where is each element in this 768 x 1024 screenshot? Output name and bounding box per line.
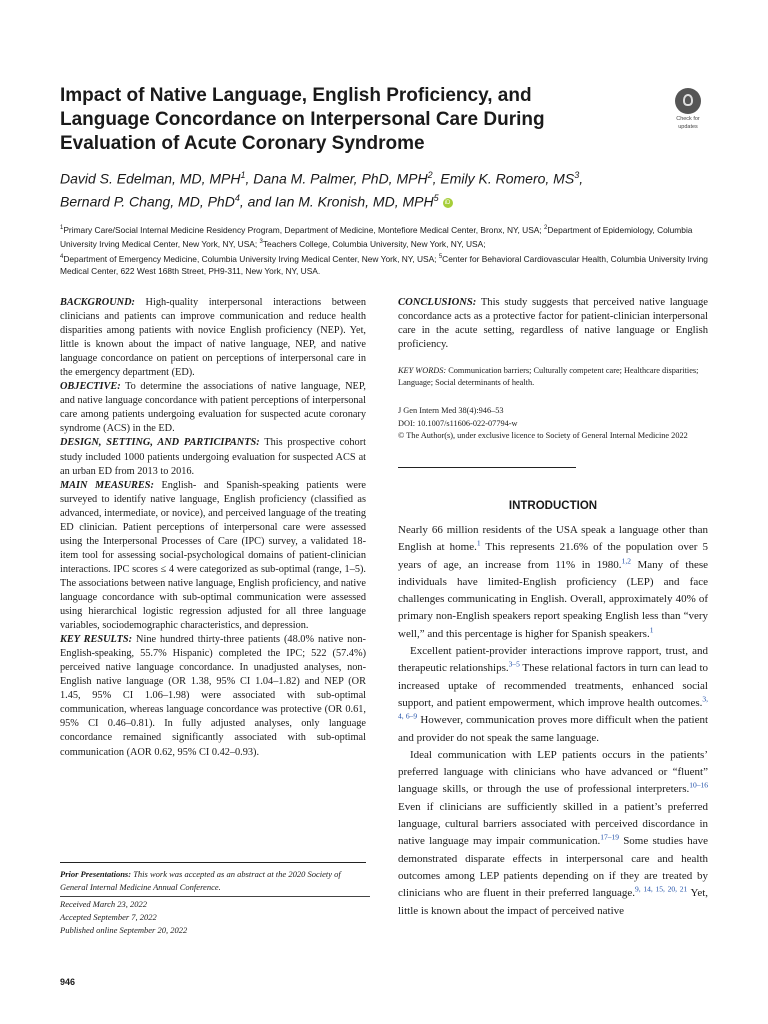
orcid-icon[interactable]: iD: [443, 198, 453, 208]
affiliations: [60, 222, 710, 278]
check-for-updates-badge[interactable]: [668, 88, 708, 128]
affil-text: Center for Behavioral Cardiovascular Health, Columbia University Irving Medical Center, 622 West 168th Street, PH9-311, New York, NY, USA.: [60, 253, 708, 277]
section-heading-introduction: INTRODUCTION: [508, 500, 598, 512]
citation-divider: [398, 467, 576, 468]
copyright: © The Author(s), under exclusive licence to Society of General Internal Medicine 2022: [398, 431, 688, 440]
section-label: DESIGN, SETTING, AND PARTICIPANTS:: [60, 437, 260, 449]
citation-ref[interactable]: 1: [649, 625, 654, 635]
page-number: 946: [60, 977, 76, 987]
section-text: English- and Spanish-speaking patients were surveyed to identify native language, English proficiency (classified as advanced, intermediate, or novice), and perceived language of the treating ED clinician. Patient perceptions of interpersonal care were assessed using the Interpersonal Processes of Care (IPC) survey, a validated 18-item tool for assessing social-psychological domains of patient-clinician interactions. IPC scores ≤ 4 were categorized as sub-optimal (range, 1–5). The associations between native language, English proficiency, and native language concordance with sub-optimal communication were assessed using hierarchical logistic regression adjusted for all three language variables, sociodemographic characteristics, and depression.: [60, 479, 366, 632]
affil-text: Department of Epidemiology, Columbia University Irving Medical Center, New York, NY, USA;: [60, 224, 693, 250]
affil-sup: 5: [438, 253, 443, 260]
section-text: To determine the associations of native language, NEP, and native language concordance with patient perceptions of interpersonal care among patients undergoing evaluation for suspected acute coronary syndrome (ACS) in the ED.: [60, 381, 366, 435]
article-notes: [60, 868, 370, 937]
citation-block: [398, 405, 708, 443]
keywords-label: KEY WORDS:: [398, 366, 447, 375]
abstract-measures: [60, 479, 366, 634]
intro-paragraph-2: [398, 643, 708, 747]
section-text: High-quality interpersonal interactions between clinicians and patients can improve communication and reduce health disparities among patients with novice English proficiency (NEP). Yet, little is known about the impact of native language, NEP, and native language concordance on patient on perceptions of interpersonal care in the emergency department (ED).: [60, 297, 366, 379]
affil-sup: 2: [544, 225, 548, 231]
note-label: Prior Presentations:: [60, 869, 132, 879]
section-label: MAIN MEASURES:: [60, 479, 154, 491]
introduction-body: [398, 522, 708, 920]
citation-ref[interactable]: 1: [476, 538, 481, 548]
text-run: This represents 21.6% of the population over 5 years of age, an increase from 11% in 1980.: [398, 541, 708, 571]
text-run: Many of these individuals have limited-English proficiency (LEP) and face challenges communicating in English. Overall, approximately 40% of primary non-English speakers report speaking English less than “very well,” and this percentage is higher for Spanish speakers.: [398, 558, 708, 640]
abstract-results: [60, 633, 366, 759]
affil-sup: 3: [259, 239, 263, 246]
text-run: Ideal communication with LEP patients occurs in the patients’ preferred language with clinicians who have advanced or “fluent” language skills, or through the use of professional interpreters.: [398, 748, 708, 796]
affil-text: Department of Emergency Medicine, Columbia University Irving Medical Center, New York, NY, USA;: [63, 253, 439, 264]
author-name: Dana M. Palmer, PhD, MPH: [253, 170, 428, 187]
author-affil-sup: 2: [427, 170, 433, 180]
section-label: KEY RESULTS:: [60, 634, 133, 646]
keywords-text: Communication barriers; Culturally competent care; Healthcare disparities; Language; Social determinants of health.: [398, 366, 699, 388]
author-list: [60, 166, 680, 211]
author-affil-sup: 3: [574, 170, 580, 180]
author-affil-sup: 5: [433, 192, 439, 203]
text-run: Yet, little is known about the impact of perceived native: [398, 887, 709, 917]
text-run: Even if clinicians are sufficiently skilled in a patient’s preferred language, cultural barriers associated with perceived discordance in native language may impair communication.: [398, 800, 708, 848]
affil-text: Teachers College, Columbia University, New York, NY, USA;: [262, 239, 486, 250]
affil-text: Primary Care/Social Internal Medicine Residency Program, Department of Medicine, Montefiore Medical Center, Bronx, NY, USA;: [63, 224, 545, 235]
published-date: Published online September 20, 2022: [60, 925, 188, 935]
abstract-objective: [60, 380, 366, 436]
citation-ref[interactable]: 9, 14, 15, 20, 21: [635, 884, 688, 894]
section-label: OBJECTIVE:: [60, 381, 121, 393]
affil-sup: 1: [60, 225, 64, 231]
text-run: Some studies have demonstrated disparate effects in interpersonal care and health outcomes among LEP patients depending on if they are treated by clinicians who are fluent in their preferred language.: [398, 835, 708, 900]
section-text: This study suggests that perceived native language concordance acts as a protective factor for patient-clinician interpersonal care in the acute setting, regardless of native language or English proficiency.: [398, 297, 708, 351]
notes-separator: [60, 896, 370, 897]
abstract-conclusions: [398, 296, 708, 352]
author-separator: ,: [245, 170, 254, 187]
author-name: David S. Edelman, MD, MPH: [60, 170, 241, 187]
note-text: This work was accepted as an abstract at the 2020 Society of General Internal Medicine Annual Conference.: [60, 869, 341, 892]
prior-presentations: [60, 868, 370, 894]
author-affil-sup: 4: [234, 192, 240, 203]
citation-ref[interactable]: 1,2: [621, 555, 631, 565]
author-separator: , and: [239, 193, 275, 210]
received-date: Received March 23, 2022: [60, 899, 148, 909]
author-separator: ,: [432, 170, 441, 187]
citation-ref[interactable]: 3–5: [508, 659, 520, 669]
citation-ref[interactable]: 3, 4, 6–9: [398, 694, 708, 721]
intro-paragraph-1: [398, 522, 708, 643]
intro-paragraph-3: [398, 747, 708, 920]
text-run: Nearly 66 million residents of the USA speak a language other than English at home.: [398, 524, 708, 554]
abstract: [60, 296, 366, 760]
author-name: Emily K. Romero, MS: [440, 170, 575, 187]
article-title: Impact of Native Language, English Proficiency, and Language Concordance on Interpersonal Care During Evaluation of Acute Coronary Syndrome: [60, 85, 545, 154]
bookmark-icon: [675, 88, 701, 114]
author-separator: ,: [579, 170, 584, 187]
section-label: BACKGROUND:: [60, 297, 135, 308]
section-label: CONCLUSIONS:: [398, 297, 477, 308]
badge-label-line1: Check for: [676, 116, 700, 122]
citation-ref[interactable]: 17–19: [600, 832, 619, 842]
affil-sup: 4: [60, 253, 64, 260]
citation-ref[interactable]: 10–16: [689, 780, 708, 790]
keywords: [398, 365, 708, 390]
doi-link[interactable]: DOI: 10.1007/s11606-022-07794-w: [398, 418, 518, 428]
section-text: Nine hundred thirty-three patients (48.0% native non-English-speaking, 55.7% Hispanic) completed the IPC; 522 (57.4%) perceived native language concordance. In unadjusted analyses, non-English native language (OR 1.38, 95% CI 1.04–1.82) and NEP (OR 1.45, 95% CI 1.06–1.98) were associated with sub-optimal communication, whereas language concordance was protective (OR 0.61, 95% CI 0.46–0.81). In fully adjusted analyses, only language concordance remained significantly associated with sub-optimal communication (AOR 0.62, 95% CI 0.42–0.93).: [60, 634, 366, 758]
abstract-background: [60, 296, 366, 380]
notes-divider: [60, 862, 366, 863]
text-run: However, communication proves more difficult when the patient and provider do not speak the same language.: [398, 714, 709, 744]
author-name: Bernard P. Chang, MD, PhD: [60, 193, 235, 210]
badge-label-line2: updates: [678, 124, 698, 130]
author-affil-sup: 1: [240, 170, 246, 180]
accepted-date: Accepted September 7, 2022: [60, 912, 157, 922]
text-run: Excellent patient-provider interactions improve rapport, trust, and therapeutic relationships.: [398, 645, 708, 675]
section-text: This prospective cohort study included 1000 patients undergoing evaluation for suspected ACS at an urban ED from 2013 to 2016.: [60, 437, 366, 477]
text-run: These relational factors in turn can lead to increased uptake of recommended treatments, enhanced social support, and patient empowerment, which improve health outcomes.: [398, 662, 708, 709]
abstract-design: [60, 436, 366, 478]
journal-citation: J Gen Intern Med 38(4):946–53: [398, 406, 504, 415]
author-name: Ian M. Kronish, MD, MPH: [274, 193, 434, 210]
